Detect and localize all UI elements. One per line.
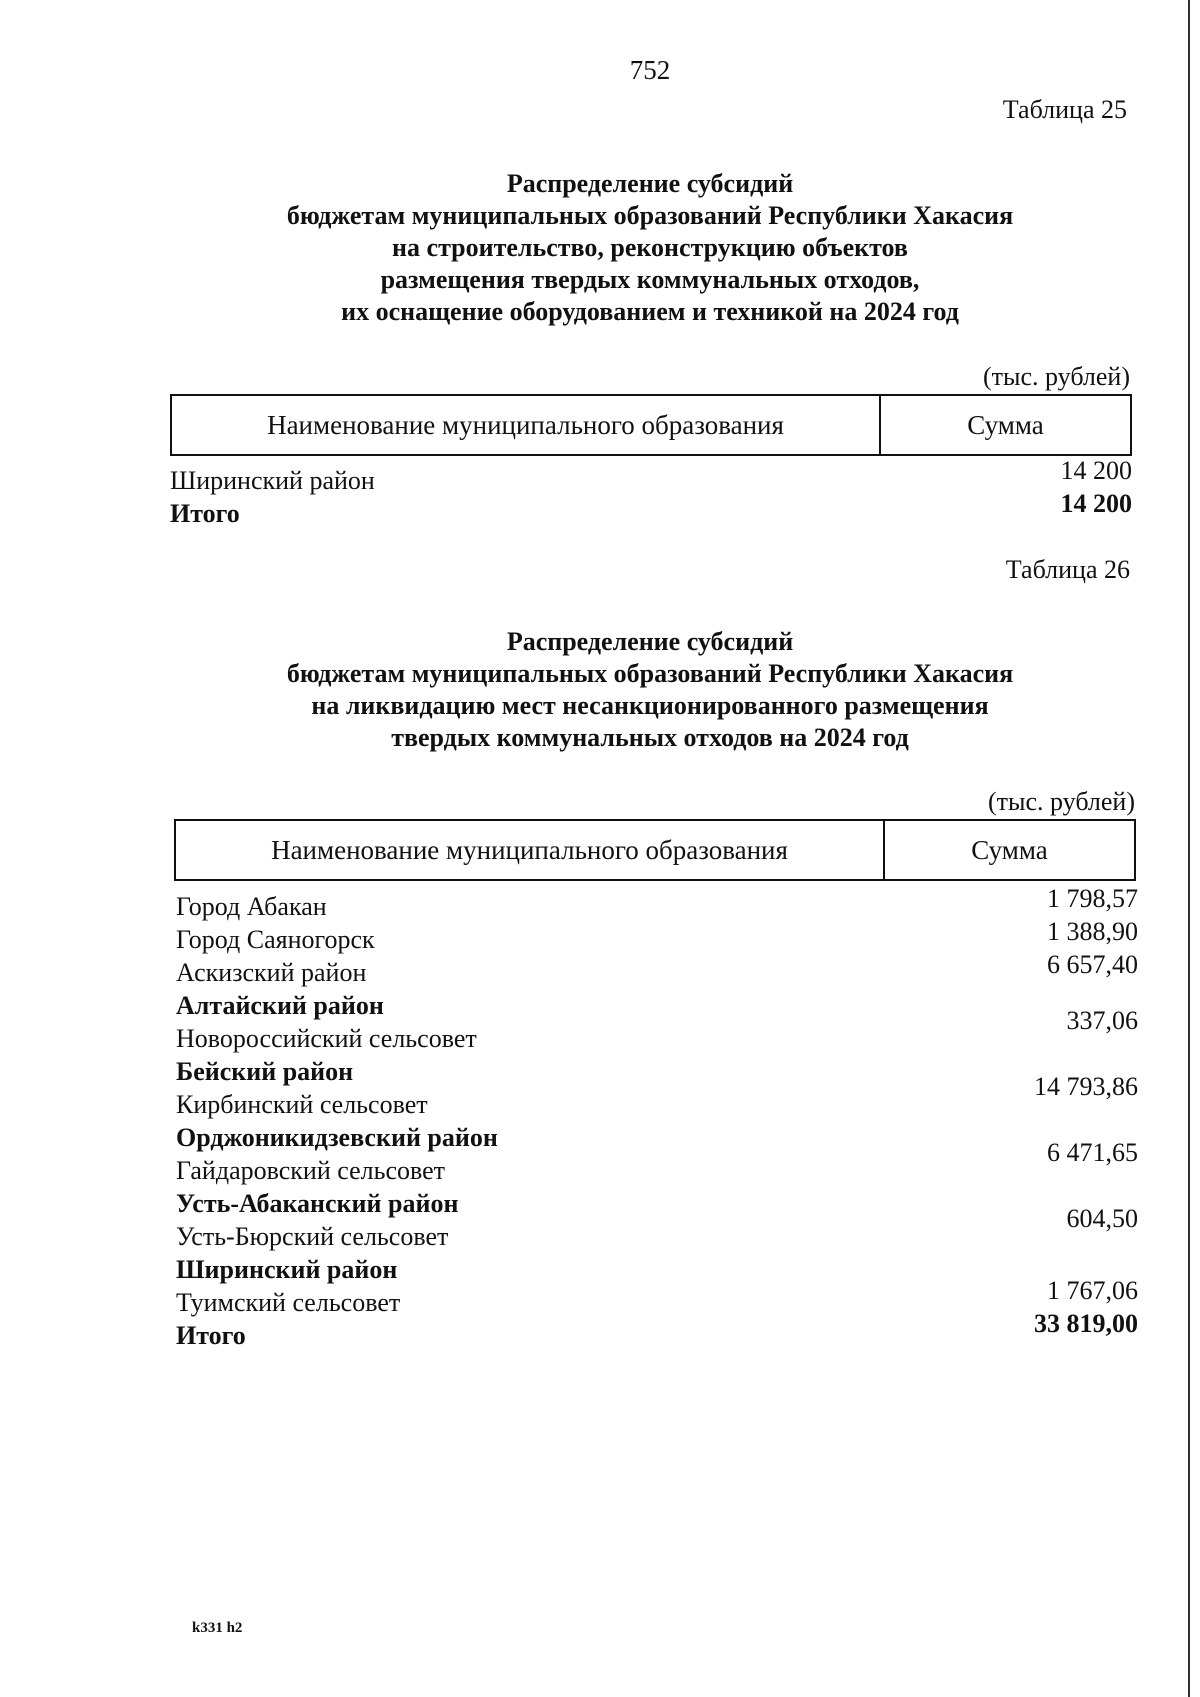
row-name: Орджоникидзевский район — [176, 1123, 498, 1152]
table26-body — [176, 884, 1138, 1354]
row-value: 6 471,65 — [1047, 1138, 1138, 1167]
table-row — [176, 1138, 1138, 1189]
table26-title-line: бюджетам муниципальных образований Республики Хакасия — [286, 659, 1014, 688]
row-name: Кирбинский сельсовет — [176, 1090, 428, 1119]
table26-title-line: Распределение субсидий — [506, 627, 794, 656]
row-value: 33 819,00 — [1034, 1309, 1138, 1338]
row-name: Бейский район — [176, 1057, 354, 1086]
table-row-total — [170, 489, 1132, 528]
table-row — [176, 1204, 1138, 1255]
table25-body — [170, 456, 1132, 528]
table25-title-line: Распределение субсидий — [506, 169, 794, 198]
row-value: 6 657,40 — [1047, 950, 1138, 979]
table-row — [176, 1276, 1138, 1321]
table25-label: Таблица 25 — [1002, 95, 1127, 124]
table-row — [176, 950, 1138, 991]
page-number: 752 — [629, 55, 671, 85]
row-value: 604,50 — [1066, 1204, 1138, 1233]
row-name: Аскизский район — [176, 958, 367, 987]
row-name: Город Абакан — [176, 892, 327, 921]
table-row-district — [176, 1123, 1138, 1156]
row-name: Усть-Абаканский район — [176, 1189, 459, 1218]
table25-title-line: на строительство, реконструкцию объектов — [392, 233, 908, 262]
row-name: Алтайский район — [176, 991, 384, 1020]
table26-title-line: твердых коммунальных отходов на 2024 год — [391, 723, 909, 752]
table25-title-line: размещения твердых коммунальных отходов, — [380, 265, 920, 294]
row-name: Город Саяногорск — [176, 925, 375, 954]
row-value: 14 793,86 — [1034, 1072, 1138, 1101]
table26-col-name: Наименование муниципального образования — [176, 821, 885, 879]
table26-title — [0, 626, 1200, 754]
table-row — [176, 1006, 1138, 1057]
row-name: Новороссийский сельсовет — [176, 1024, 477, 1053]
row-name: Ширинский район — [176, 1255, 398, 1284]
table-row — [176, 1072, 1138, 1123]
row-name: Итого — [176, 1321, 246, 1350]
table25-title-line: бюджетам муниципальных образований Республики Хакасия — [286, 201, 1014, 230]
table-row-district — [176, 1057, 1138, 1090]
table25-units: (тыс. рублей) — [982, 362, 1130, 391]
table26-col-sum: Сумма — [971, 834, 1048, 865]
table-row-district — [176, 991, 1138, 1024]
row-name: Итого — [170, 499, 240, 528]
footer-code: k331 h2 — [192, 1620, 243, 1636]
table25-title-line: их оснащение оборудованием и техникой на 2024 год — [341, 297, 959, 326]
row-value: 1 767,06 — [1047, 1276, 1138, 1305]
table-row-district — [176, 1189, 1138, 1222]
table25-col-name: Наименование муниципального образования — [172, 396, 881, 454]
table26-units: (тыс. рублей) — [987, 787, 1135, 816]
table26-header — [174, 819, 1136, 881]
table25-col-sum: Сумма — [967, 409, 1044, 440]
row-value: 14 200 — [1060, 489, 1132, 518]
row-value: 337,06 — [1066, 1006, 1138, 1035]
row-name: Гайдаровский сельсовет — [176, 1156, 446, 1185]
table25-header — [170, 394, 1132, 456]
row-value: 1 798,57 — [1047, 884, 1138, 913]
row-name: Туимский сельсовет — [176, 1288, 401, 1317]
row-value: 1 388,90 — [1047, 917, 1138, 946]
table-row-district — [176, 1255, 1138, 1288]
table26-label: Таблица 26 — [1005, 555, 1130, 584]
table-row — [176, 917, 1138, 958]
table-row-total — [176, 1309, 1138, 1354]
row-name: Усть-Бюрский сельсовет — [176, 1222, 449, 1251]
row-name: Ширинский район — [170, 466, 375, 495]
table26-title-line: на ликвидацию мест несанкционированного размещения — [311, 691, 989, 720]
table-row — [170, 456, 1132, 495]
row-value: 14 200 — [1060, 456, 1132, 485]
table25-title — [0, 168, 1200, 328]
table-row — [176, 884, 1138, 925]
